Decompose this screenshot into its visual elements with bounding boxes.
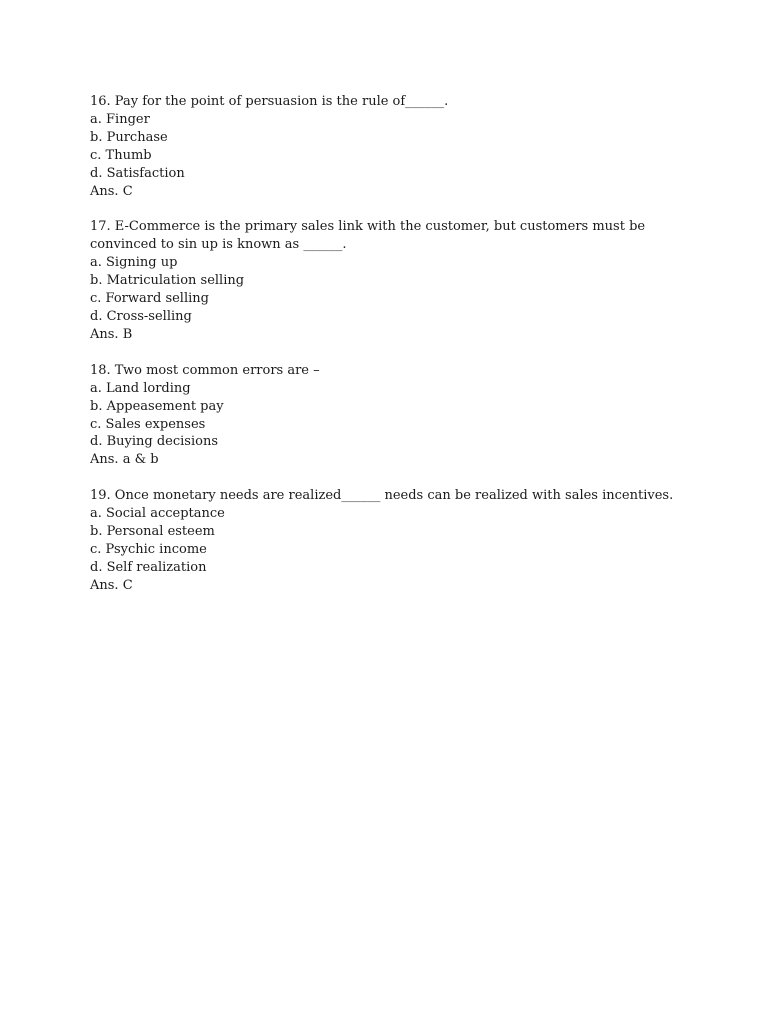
question-17 [90, 218, 690, 343]
answer: Ans. C [90, 183, 133, 199]
option-b: b. Personal esteem [90, 524, 215, 540]
option-d: d. Cross-selling [90, 308, 192, 324]
option-c: c. Sales expenses [90, 416, 206, 432]
option-c: c. Forward selling [90, 291, 209, 307]
question-text: 17. E-Commerce is the primary sales link with the customer, but customers must be convinced to sin up is known as ______. [90, 219, 646, 253]
answer: Ans. C [90, 577, 133, 593]
option-a: a. Signing up [90, 255, 178, 271]
option-c: c. Psychic income [90, 541, 207, 557]
option-b: b. Matriculation selling [90, 273, 245, 289]
option-d: d. Buying decisions [90, 434, 218, 450]
option-c: c. Thumb [90, 147, 152, 163]
question-19 [90, 487, 690, 594]
answer: Ans. a & b [90, 452, 159, 468]
option-a: a. Finger [90, 111, 150, 127]
question-text: 19. Once monetary needs are realized______ needs can be realized with sales incentives. [90, 488, 674, 504]
option-b: b. Purchase [90, 129, 168, 145]
answer: Ans. B [90, 326, 133, 342]
question-text: 16. Pay for the point of persuasion is the rule of______. [90, 94, 449, 109]
option-d: d. Self realization [90, 559, 207, 575]
option-d: d. Satisfaction [90, 165, 185, 181]
question-16 [90, 93, 690, 200]
question-18 [90, 362, 690, 469]
option-b: b. Appeasement pay [90, 398, 224, 414]
option-a: a. Social acceptance [90, 506, 225, 522]
document-page [90, 93, 690, 613]
question-text: 18. Two most common errors are – [90, 362, 320, 378]
option-a: a. Land lording [90, 380, 191, 396]
